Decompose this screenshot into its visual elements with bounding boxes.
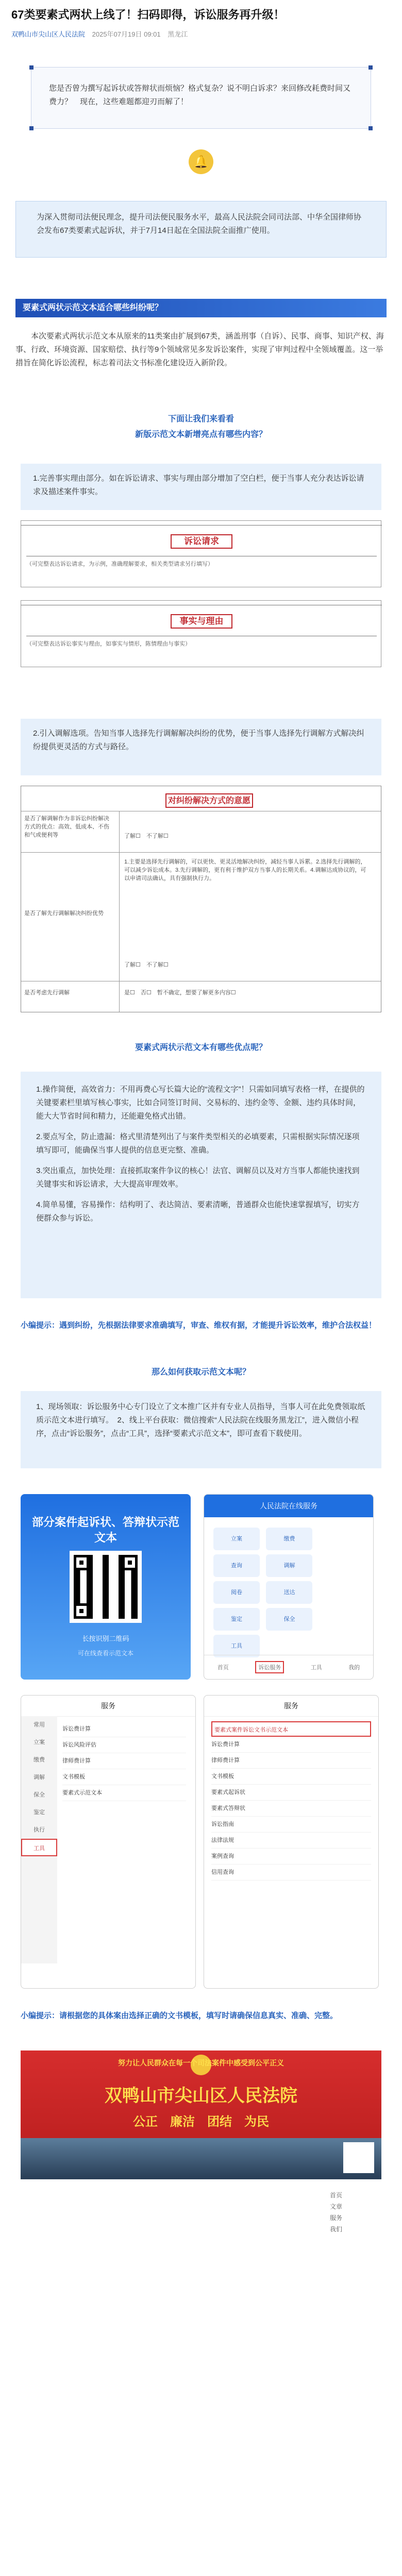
- list-item[interactable]: 诉讼费计算: [62, 1721, 186, 1737]
- list-item[interactable]: 诉讼风险评估: [62, 1737, 186, 1753]
- table-cell: 是否了解调解作为非诉讼纠纷解决方式的优点：高效、低成本、不伤和气或便利等: [24, 816, 109, 838]
- side-menu-item[interactable]: 鉴定: [34, 1809, 45, 1816]
- corner-decoration: [29, 65, 34, 70]
- nav-item[interactable]: 工具: [310, 1665, 322, 1671]
- account-name-link[interactable]: 双鸭山市尖山区人民法院: [11, 30, 86, 38]
- service-tile[interactable]: 鉴定: [213, 1608, 260, 1631]
- advantages-box: [21, 1072, 381, 1298]
- announcement-text: 为深入贯彻司法便民理念，提升司法便民服务水平，最高人民法院会同司法部、中华全国律师协会发布67类要素式起诉状，并于7月14日起在全国法院全面推广使用。: [37, 213, 362, 235]
- side-links: [330, 2190, 342, 2235]
- phone-side-menu: [21, 1716, 57, 1963]
- phone-screenshot-home: [204, 1494, 374, 1680]
- side-link[interactable]: 服务: [330, 2214, 343, 2222]
- corner-decoration: [368, 126, 373, 130]
- service-tile[interactable]: 查询: [213, 1554, 260, 1577]
- list-item[interactable]: 要素式示范文本: [62, 1785, 186, 1801]
- howto-box: [21, 1391, 381, 1468]
- corner-decoration: [29, 126, 34, 130]
- location-label: 黑龙江: [167, 30, 188, 38]
- advantage-item: 3.突出重点，加快处理：直接抓取案件争议的核心！法官、调解员以及对方当事人都能快速找到关键事实和诉讼请求，大大提高审理效率。: [36, 1166, 360, 1189]
- editor-tip: 小编提示：遇到纠纷，先根据法律要求准确填写，审查、维权有据，才能提升诉讼效率，维护合法权益！: [21, 1321, 377, 1330]
- side-menu-item[interactable]: 立案: [34, 1739, 45, 1745]
- section-title: 那么如何获取示范文本呢？: [151, 1368, 250, 1377]
- bell-icon: 🔔: [189, 149, 213, 174]
- section-paragraph: 本次要素式两状示范文本从原来的11类案由扩展到67类，涵盖刑事（自诉）、民事、商事、知识产权、海事、行政、环境资源、国家赔偿、执行等9个领域常见多发诉讼案件，实现了审判过程中全领域覆盖。这一举措旨在简化诉讼流程，标志着司法文书标准化建设迈入新阶段。: [15, 332, 384, 367]
- phone-screenshot-tools: [204, 1695, 379, 1989]
- announcement-box: [15, 201, 387, 258]
- list-item[interactable]: 律师费计算: [211, 1753, 371, 1769]
- side-link[interactable]: 我们: [330, 2226, 343, 2233]
- publish-date: 2025年07月19日 09:01: [92, 30, 161, 38]
- banner-motto: 公正 廉洁 团结 为民: [133, 2114, 269, 2129]
- list-item[interactable]: 律师费计算: [62, 1753, 186, 1769]
- table-row: [21, 981, 381, 1012]
- table-cell: 了解☐ 不了解☐: [124, 962, 169, 968]
- list-item[interactable]: 信用查询: [211, 1865, 371, 1880]
- form-rule: [21, 525, 382, 526]
- article-title: 67类要素式两状上线了！扫码即得，诉讼服务再升级！: [11, 8, 285, 21]
- table-row: [21, 852, 381, 981]
- table-row: [21, 811, 381, 853]
- poster-caption: 可在线查看示范文本: [77, 1650, 133, 1657]
- highlight-box: [21, 719, 381, 775]
- poster-title: 部分案件起诉状、答辩状示范文本: [31, 1516, 179, 1544]
- phone-screenshot-service: [21, 1695, 196, 1989]
- subhead-line1: 下面让我们来看看: [167, 415, 234, 423]
- form-image-facts: [21, 600, 381, 667]
- list-item[interactable]: 文书模板: [211, 1769, 371, 1785]
- howto-text: 1、现场领取：诉讼服务中心专门设立了文本推广区并有专业人员指导，当事人可在此免费领取纸质示范文本进行填写。 2、线上平台获取：微信搜索“人民法院在线服务黑龙江”，进入微信小程序，点击“诉讼服务”，点击“工具”，选择“要素式示范文本”，即可查看下载使用。: [36, 1402, 365, 1438]
- service-tile[interactable]: 送达: [266, 1581, 312, 1604]
- section-title: 要素式两状示范文本有哪些优点呢？: [135, 1043, 267, 1052]
- table-cell: 了解☐ 不了解☐: [124, 833, 169, 839]
- side-link[interactable]: 首页: [330, 2192, 343, 2199]
- side-link[interactable]: 文章: [330, 2203, 343, 2210]
- table-cell: 1.主要是选择先行调解的，可以更快、更灵活地解决纠纷，减轻当事人诉累。2.选择先行调解的，可以减少诉讼成本。3.先行调解的，更有利于维护双方当事人的长期关系。4.调解达成协议的，可以申请司法确认，具有强制执行力。: [124, 859, 366, 882]
- phone-header: 人民法院在线服务: [204, 1495, 373, 1517]
- section-heading: 要素式两状示范文本适合哪些纠纷呢？: [15, 299, 387, 317]
- nav-item-highlighted[interactable]: 诉讼服务: [255, 1661, 284, 1673]
- side-menu-item-selected[interactable]: 工具: [21, 1839, 57, 1856]
- nav-item[interactable]: 我的: [348, 1665, 360, 1671]
- form-tag: 事实与理由: [171, 614, 232, 629]
- highlight-text: 2.引入调解选项。告知当事人选择先行调解解决纠纷的优势，便于当事人选择先行调解方式解决纠纷提供更灵活的方式与路径。: [33, 729, 364, 751]
- editor-tip: 小编提示：请根据您的具体案由选择正确的文书模板，填写时请确保信息真实、准确、完整。: [21, 2011, 338, 2020]
- phone-header: 服务: [204, 1696, 378, 1717]
- banner-court-name: 双鸭山市尖山区人民法院: [105, 2086, 297, 2106]
- nav-item[interactable]: 首页: [217, 1665, 229, 1671]
- intro-text: 您是否曾为撰写起诉状或答辩状而烦恼？格式复杂？说不明白诉求？来回修改耗费时间又费力？ 现在，这些难题都迎刃而解了！: [49, 84, 351, 106]
- service-tile[interactable]: 工具: [213, 1635, 260, 1657]
- qr-code-icon[interactable]: [70, 1551, 142, 1623]
- form-note: （可完整表达诉讼事实与理由，如事实与情形，陈情理由与事实）: [26, 636, 377, 648]
- list-item[interactable]: 法律法规: [211, 1833, 371, 1849]
- advantage-item: 1.操作简便，高效省力：不用再费心写长篇大论的“流程文字”！只需如同填写表格一样，在提供的关键要素栏里填写核心事实，比如合同签订时间、交易标的、违约金等、金额、违约具体时间，能大大节省时间和精力，还能避免格式出错。: [36, 1085, 365, 1121]
- table-heading: 对纠纷解决方式的意愿: [165, 793, 253, 808]
- list-item[interactable]: 要素式起诉状: [211, 1785, 371, 1801]
- advantage-item: 2.要点写全，防止遗漏：格式里清楚列出了与案件类型相关的必填要素，只需根据实际情况逐项填写即可，能确保当事人提供的信息更完整、准确。: [36, 1132, 360, 1155]
- form-tag: 诉讼请求: [171, 534, 232, 549]
- phone-list: [211, 1721, 371, 1880]
- table-cell: 是否了解先行调解解决纠纷优势: [24, 910, 104, 917]
- advantage-item: 4.简单易懂，容易操作：结构明了、表达简洁、要素清晰，普通群众也能快速掌握填写，切实方便群众参与诉讼。: [36, 1200, 360, 1223]
- qr-code-icon[interactable]: [343, 2142, 374, 2173]
- service-tile[interactable]: 保全: [266, 1608, 312, 1631]
- poster-caption: 长按识别二维码: [82, 1635, 129, 1642]
- table-cell: 是否考虑先行调解: [24, 990, 70, 996]
- phone-header: 服务: [21, 1696, 195, 1717]
- form-note: （可完整表达诉讼请求，为示例，准确理解要求，相关类型请求另行填写）: [26, 556, 377, 568]
- side-menu-item[interactable]: 保全: [34, 1792, 45, 1798]
- list-item[interactable]: 诉讼费计算: [211, 1737, 371, 1753]
- list-item[interactable]: 要素式答辩状: [211, 1801, 371, 1817]
- service-tile[interactable]: 缴费: [266, 1528, 312, 1550]
- form-image-claims: [21, 520, 381, 587]
- service-tile[interactable]: 立案: [213, 1528, 260, 1550]
- court-banner-image: [21, 2050, 381, 2179]
- table-cell: 是☐ 否☐ 暂不确定，想要了解更多内容☐: [124, 990, 236, 996]
- banner-slogan: 努力让人民群众在每一个司法案件中感受到公平正义: [118, 2059, 284, 2067]
- mediation-table-image: [21, 786, 381, 1012]
- highlight-box: [21, 464, 381, 510]
- corner-decoration: [368, 65, 373, 70]
- service-tile[interactable]: 阅卷: [213, 1581, 260, 1604]
- list-item[interactable]: 文书模板: [62, 1769, 186, 1785]
- phone-bottom-nav: [204, 1655, 373, 1679]
- service-tile[interactable]: 调解: [266, 1554, 312, 1577]
- list-item-selected[interactable]: 要素式案件诉讼文书示范文本: [211, 1721, 371, 1737]
- subhead-line2: 新版示范文本新增亮点有哪些内容？: [135, 430, 267, 439]
- list-item[interactable]: 诉讼指南: [211, 1817, 371, 1833]
- qr-poster-image: [21, 1494, 191, 1680]
- article-meta: [11, 29, 188, 39]
- banner-scenery: [21, 2138, 381, 2179]
- list-item[interactable]: 案例查询: [211, 1849, 371, 1865]
- phone-list: [62, 1721, 186, 1801]
- service-grid: [211, 1526, 366, 1659]
- highlight-text: 1.完善事实理由部分。如在诉讼请求、事实与理由部分增加了空白栏，便于当事人充分表达诉讼请求及描述案件事实。: [33, 474, 364, 496]
- side-menu-item[interactable]: 缴费: [34, 1757, 45, 1763]
- side-menu-item[interactable]: 调解: [34, 1774, 45, 1781]
- intro-box: [31, 67, 371, 129]
- side-menu-item[interactable]: 常用: [34, 1722, 45, 1728]
- side-menu-item[interactable]: 执行: [34, 1827, 45, 1833]
